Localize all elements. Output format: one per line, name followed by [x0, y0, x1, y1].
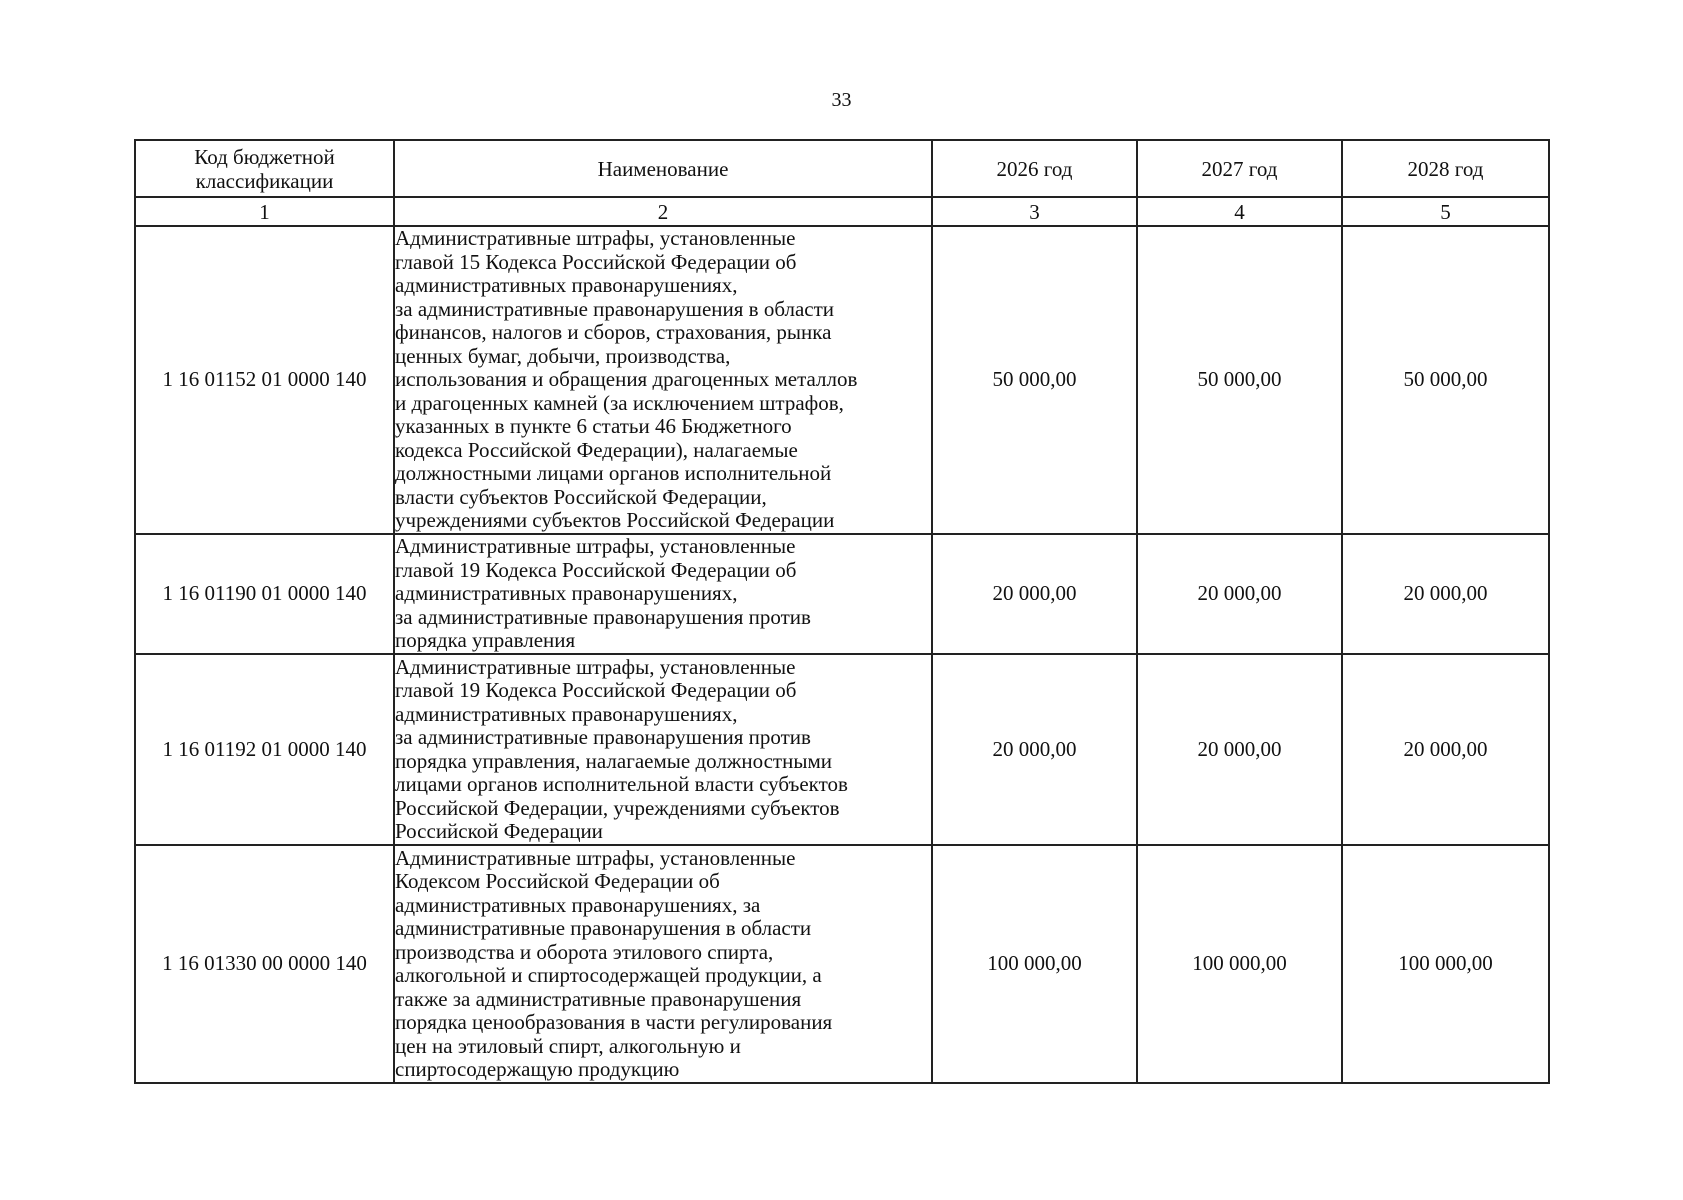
item-name: Административные штрафы, установленные Кодексом Российской Федерации об административных правонарушениях, за административные правонарушения в области производства и оборота этилового спирта, алкогольной и спиртосодержащей продукции, а также за административные правонарушения порядка ценообразования в части регулирования цен на этиловый спирт, алкогольную и спиртосодержащую продукцию	[394, 845, 932, 1083]
amount-2027: 50 000,00	[1137, 226, 1342, 534]
header-2028: 2028 год	[1342, 140, 1549, 197]
amount-2026: 20 000,00	[932, 654, 1137, 845]
amount-2026: 20 000,00	[932, 534, 1137, 654]
budget-code: 1 16 01190 01 0000 140	[135, 534, 394, 654]
budget-code: 1 16 01152 01 0000 140	[135, 226, 394, 534]
amount-2026: 100 000,00	[932, 845, 1137, 1083]
page-number: 33	[831, 89, 852, 111]
amount-2026: 50 000,00	[932, 226, 1137, 534]
column-number: 2	[394, 197, 932, 226]
column-number: 5	[1342, 197, 1549, 226]
table-row	[135, 534, 1549, 654]
column-number: 4	[1137, 197, 1342, 226]
amount-2027: 20 000,00	[1137, 534, 1342, 654]
amount-2027: 100 000,00	[1137, 845, 1342, 1083]
amount-2028: 100 000,00	[1342, 845, 1549, 1083]
budget-code: 1 16 01192 01 0000 140	[135, 654, 394, 845]
header-code: Код бюджетной классификации	[135, 140, 394, 197]
amount-2028: 50 000,00	[1342, 226, 1549, 534]
amount-2027: 20 000,00	[1137, 654, 1342, 845]
amount-2028: 20 000,00	[1342, 654, 1549, 845]
budget-code: 1 16 01330 00 0000 140	[135, 845, 394, 1083]
table-row	[135, 654, 1549, 845]
header-2027: 2027 год	[1137, 140, 1342, 197]
column-number: 1	[135, 197, 394, 226]
item-name: Административные штрафы, установленные главой 19 Кодекса Российской Федерации об административных правонарушениях, за административные правонарушения против порядка управления	[394, 534, 932, 654]
table-header-row	[135, 140, 1549, 197]
item-name: Административные штрафы, установленные главой 19 Кодекса Российской Федерации об административных правонарушениях, за административные правонарушения против порядка управления, налагаемые должностными лицами органов исполнительной власти субъектов Российской Федерации, учреждениями субъектов Российской Федерации	[394, 654, 932, 845]
column-number-row	[135, 197, 1549, 226]
amount-2028: 20 000,00	[1342, 534, 1549, 654]
table-row	[135, 226, 1549, 534]
table-row	[135, 845, 1549, 1083]
budget-table	[134, 139, 1550, 1084]
header-name: Наименование	[394, 140, 932, 197]
column-number: 3	[932, 197, 1137, 226]
item-name: Административные штрафы, установленные главой 15 Кодекса Российской Федерации об административных правонарушениях, за административные правонарушения в области финансов, налогов и сборов, страхования, рынка ценных бумаг, добычи, производства, использования и обращения драгоценных металлов и драгоценных камней (за исключением штрафов, указанных в пункте 6 статьи 46 Бюджетного кодекса Российской Федерации), налагаемые должностными лицами органов исполнительной власти субъектов Российской Федерации, учреждениями субъектов Российской Федерации	[394, 226, 932, 534]
header-2026: 2026 год	[932, 140, 1137, 197]
